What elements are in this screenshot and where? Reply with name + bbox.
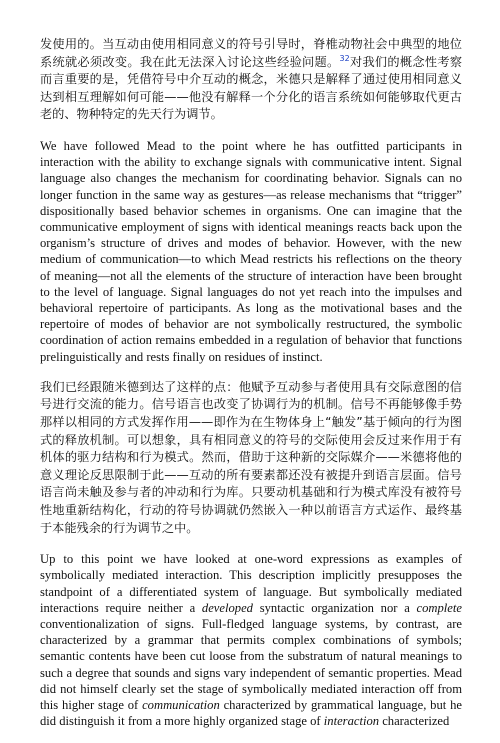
footnote-link-32[interactable]: 32 [339,53,350,63]
english-paragraph-2-text-5: characterized [379,714,450,729]
emphasis-interaction: interaction [323,714,380,729]
english-paragraph-1: We have followed Mead to the point where he has outfitted participants in interaction with the ability to exchange signals with communicative intent. Signal language also changes the mechanism for coordinating behavior. Signals can no longer function in the same way as gestures—as release mechanisms that “trigger” dispositionally based behavior schemes in organisms. One can imagine that the communicative employment of signs with identical meanings reacts back upon the organism’s structure of drives and modes of behavior. However, with the new medium of communication—to which Mead restricts his reflections on the theory of meaning—not all the elements of the structure of interaction have been brought to the level of language. Signal languages do not yet reach into the impulses and behavioral repertoire of participants. As long as the motivational bases and the repertoire of modes of behavior are not symbolically restructured, the symbolic coordination of action remains embedded in a regulation of behavior that functions prelinguistically and rests finally on residues of instinct. [40,138,462,364]
english-paragraph-2-text-1: Up to this point we have looked at one-word expressions as examples of symbolically mediated interaction. This description implicitly presupposes the standpoint of a differentiated system of language. But symbolically mediated interactions require neither a [40,552,462,615]
english-paragraph-2-text-4: characterized by grammatical language, but he did distinguish it from a more highly organized stage of [40,697,462,729]
chinese-paragraph-1-text-a: 发使用的。当互动由使用相同意义的符号引导时，脊椎动物社会中典型的地位系统就必须改变。我在此无法深入讨论这些经验问题。 [40,37,462,69]
chinese-paragraph-2: 我们已经跟随米德到达了这样的点：他赋予互动参与者使用具有交际意图的信号进行交流的能力。信号语言也改变了协调行为的机制。信号不再能够像手势那样以相同的方式发挥作用——即作为在生物体身上“触发”基于倾向的行为图式的释放机制。可以想象，具有相同意义的符号的交际使用会反过来作用于有机体的驱力结构和行为模式。然而，借助于这种新的交际媒介——米德将他的意义理论反思限制于此——互动的所有要素都还没有被提升到语言层面。信号语言尚未触及参与者的冲动和行为库。只要动机基础和行为模式库没有被符号性地重新结构化，行动的符号协调就仍然嵌入一种以前语言方式运作、最终基于本能残余的行为调节之中。 [40,379,462,535]
english-paragraph-2 [40,551,462,729]
english-paragraph-2-text-2: syntactic organization nor a [252,600,417,615]
chinese-paragraph-1 [40,36,462,124]
emphasis-developed: developed [201,600,253,615]
chinese-paragraph-1-text-b: 对我们的概念性考察而言重要的是，凭借符号中介互动的概念，米德只是解释了通过使用相同意义达到相互理解如何可能——他没有解释一个分化的语言系统如何能够取代更古老的、物种特定的先天行为调节。 [40,54,463,122]
emphasis-complete: complete [416,600,462,615]
english-paragraph-2-text-3: conventionalization of signs. Full-fledged language systems, by contrast, are characterized by a grammar that permits complex combinations of symbols; semantic contents have been cut loose from the substratum of natural meanings to such a degree that sounds and signs vary independent of semantic properties. Mead did not himself clearly set the stage of symbolically mediated interaction off from this higher stage of [40,616,462,712]
page-body [40,36,462,743]
emphasis-communication: communication [142,697,220,712]
